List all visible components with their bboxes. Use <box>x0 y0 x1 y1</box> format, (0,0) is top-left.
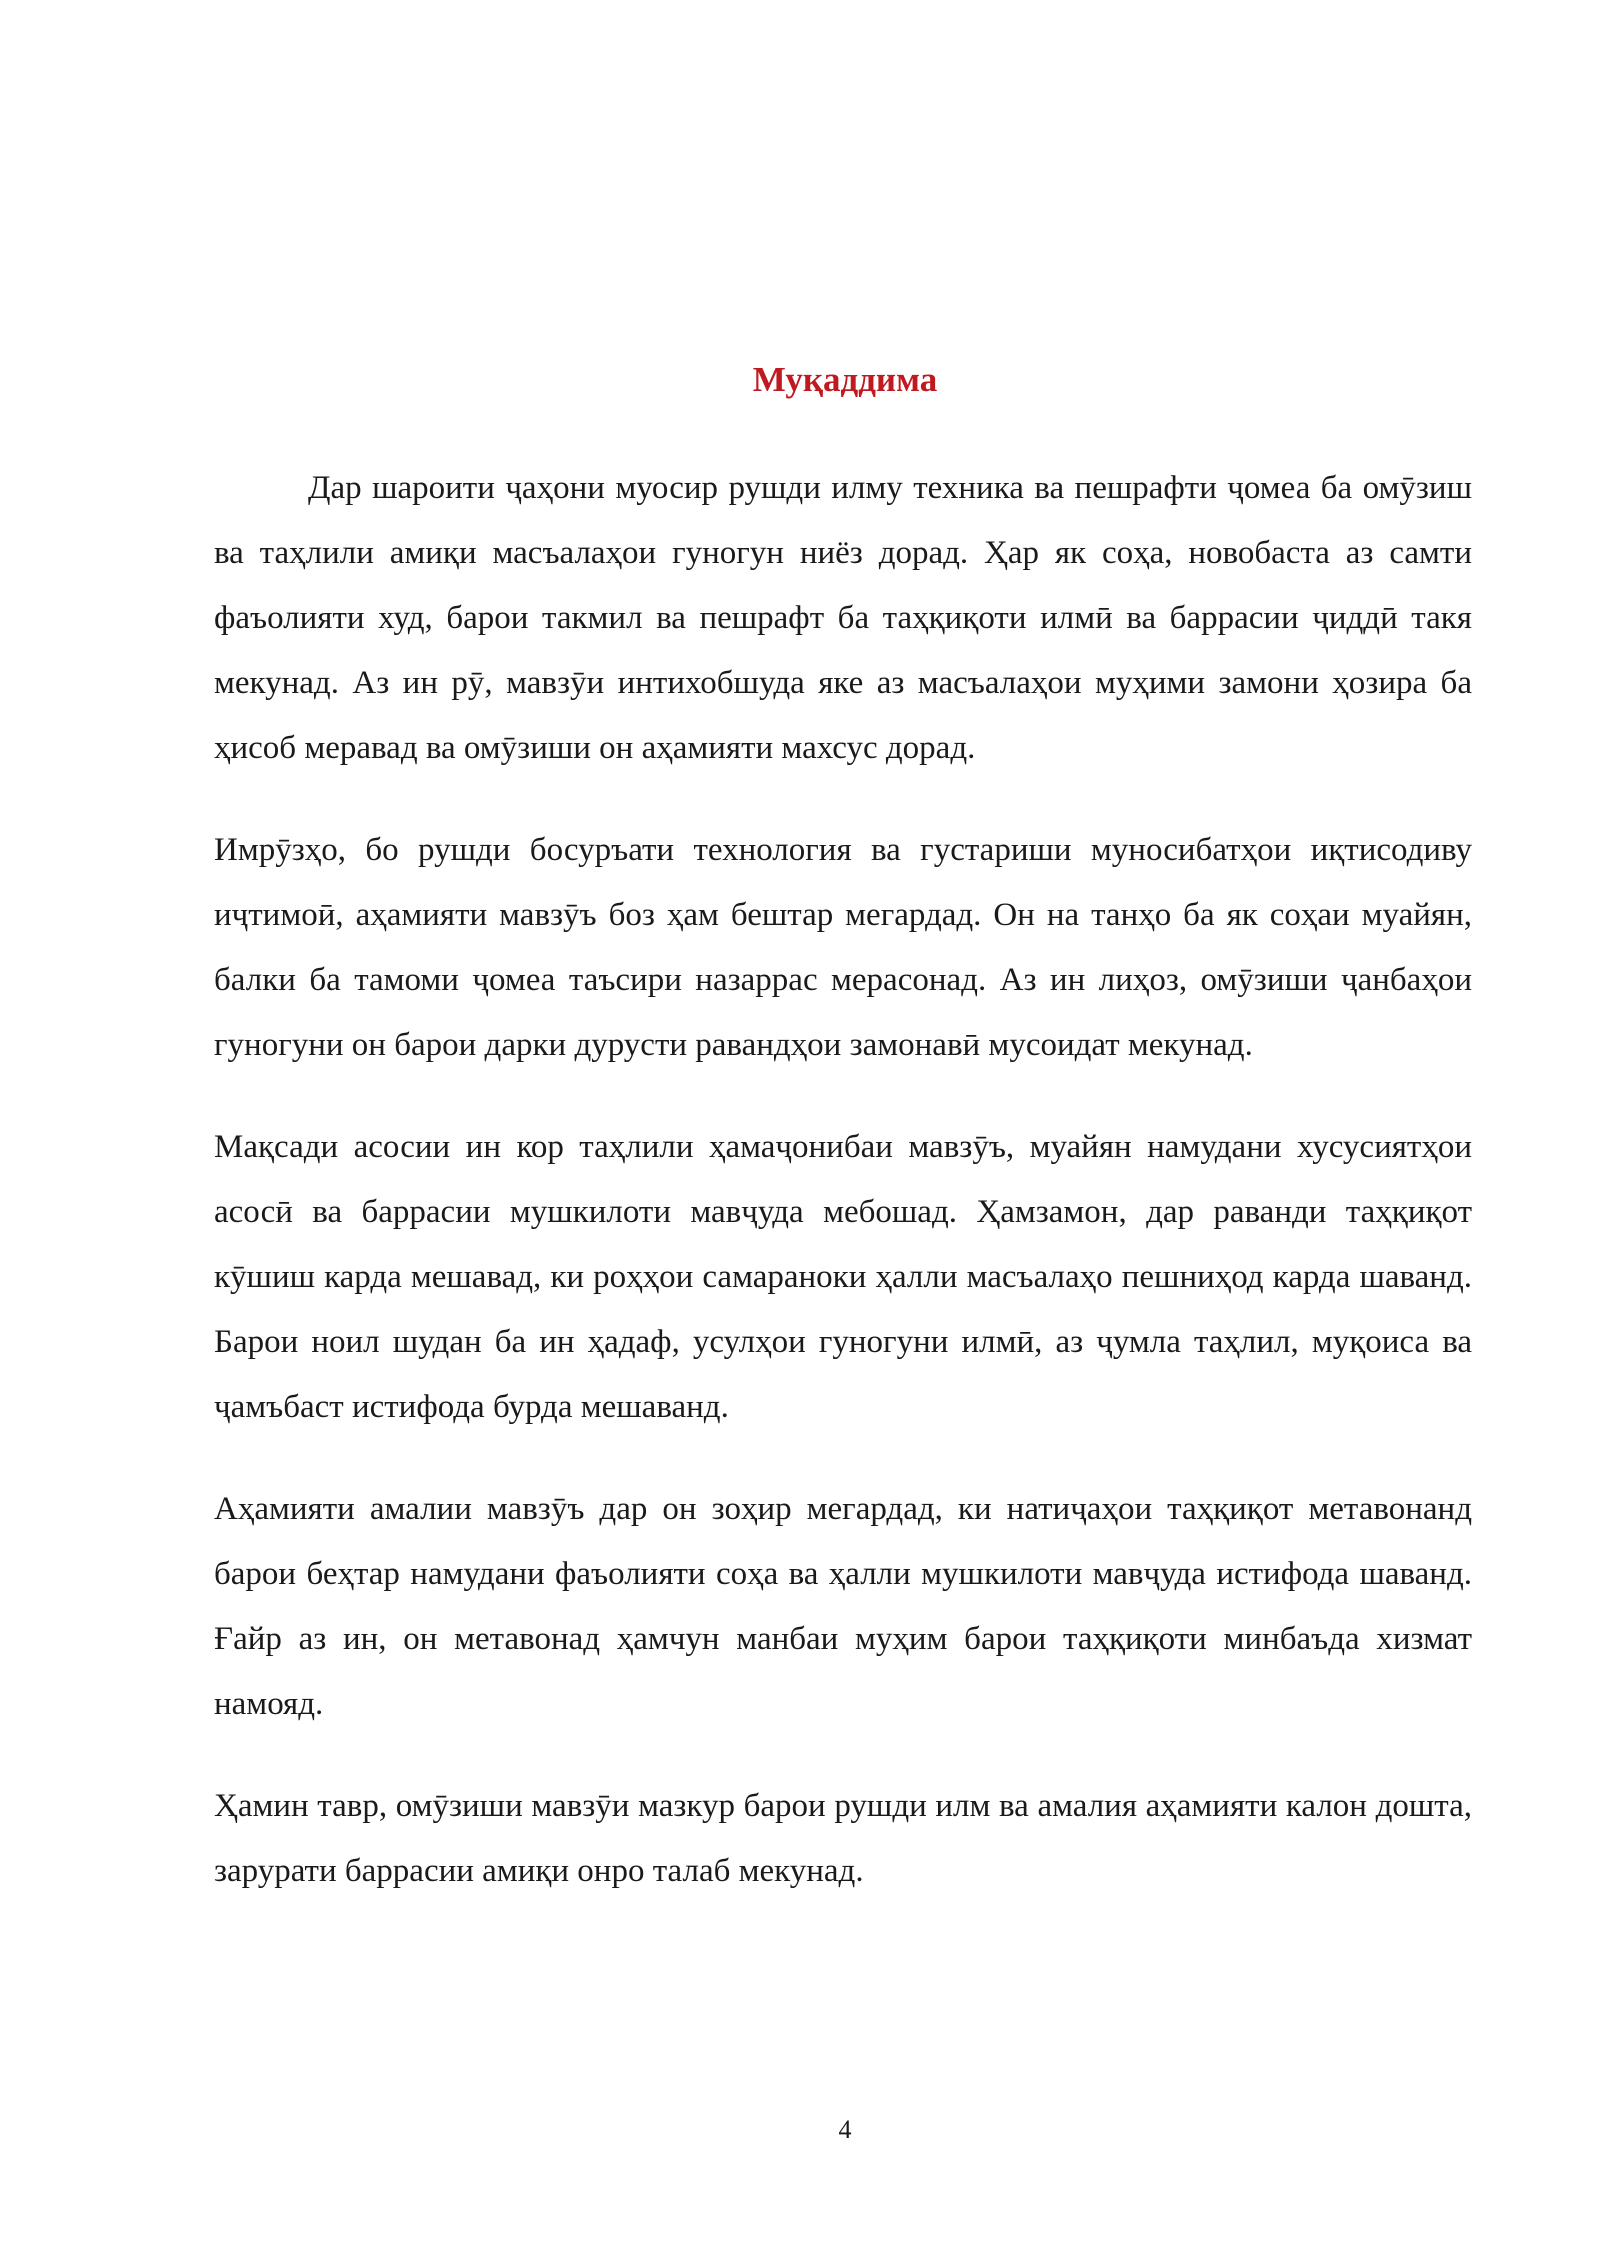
section-title: Муқаддима <box>752 360 938 399</box>
paragraph-1: Дар шароити ҷаҳони муосир рушди илму техника ва пешрафти ҷомеа ба омӯзиш ва таҳлили амиқи масъалаҳои гуногун ниёз дорад. Ҳар як соҳа, новобаста аз самти фаъолияти худ, барои такмил ва пешрафт ба таҳқиқоти илмӣ ва баррасии ҷиддӣ такя мекунад. Аз ин рӯ, мавзӯи интихобшуда яке аз масъалаҳои муҳими замони ҳозира ба ҳисоб меравад ва омӯзиши он аҳамияти махсус дорад. <box>214 470 1472 766</box>
paragraph-5: Ҳамин тавр, омӯзиши мавзӯи мазкур барои рушди илм ва амалия аҳамияти калон дошта, зарурати баррасии амиқи онро талаб мекунад. <box>214 1788 1472 1889</box>
paragraph-4: Аҳамияти амалии мавзӯъ дар он зоҳир мегардад, ки натиҷаҳои таҳқиқот метавонанд барои беҳтар намудани фаъолияти соҳа ва ҳалли мушкилоти мавҷуда истифода шаванд. Ғайр аз ин, он метавонад ҳамчун манбаи муҳим барои таҳқиқоти минбаъда хизмат намояд. <box>214 1491 1472 1722</box>
body-text <box>214 456 1472 1941</box>
page-number: 4 <box>838 2115 852 2144</box>
paragraph-2: Имрӯзҳо, бо рушди босуръати технология ва густариши муносибатҳои иқтисодиву иҷтимоӣ, аҳамияти мавзӯъ боз ҳам бештар мегардад. Он на танҳо ба як соҳаи муайян, балки ба тамоми ҷомеа таъсири назаррас мерасонад. Аз ин лиҳоз, омӯзиши ҷанбаҳои гуногуни он барои дарки дурусти равандҳои замонавӣ мусоидат мекунад. <box>214 832 1472 1063</box>
paragraph-3: Мақсади асосии ин кор таҳлили ҳамаҷонибаи мавзӯъ, муайян намудани хусусиятҳои асосӣ ва баррасии мушкилоти мавҷуда мебошад. Ҳамзамон, дар раванди таҳқиқот кӯшиш карда мешавад, ки роҳҳои самараноки ҳалли масъалаҳо пешниҳод карда шаванд. Барои ноил шудан ба ин ҳадаф, усулҳои гуногуни илмӣ, аз ҷумла таҳлил, муқоиса ва ҷамъбаст истифода бурда мешаванд. <box>214 1129 1472 1425</box>
